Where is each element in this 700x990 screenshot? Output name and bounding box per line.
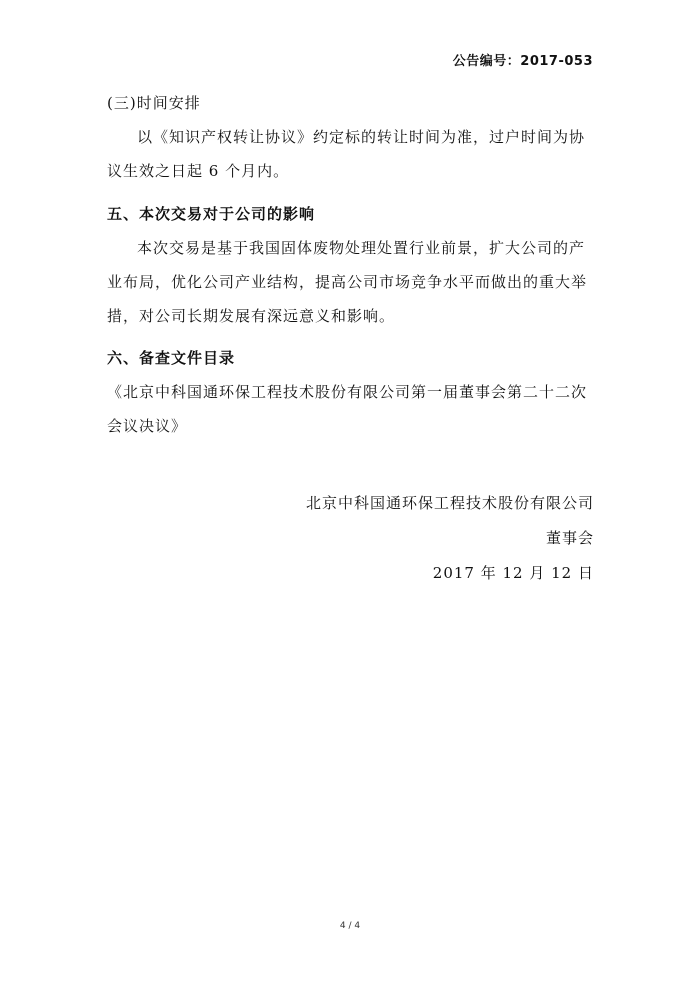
signature-company: 北京中科国通环保工程技术股份有限公司 (305, 494, 594, 512)
section-timing-body: 以《知识产权转让协议》约定标的转让时间为准，过户时间为协议生效之日起 6 个月内。 (107, 128, 586, 180)
section-timing (107, 86, 595, 188)
section-documents-title: 六、备查文件目录 (107, 349, 236, 367)
section-documents (107, 341, 595, 443)
section-timing-title: (三)时间安排 (107, 94, 201, 112)
page-number: 4 / 4 (339, 921, 361, 931)
signature-board: 董事会 (545, 529, 594, 547)
section-impact (107, 197, 595, 333)
section-documents-body: 《北京中科国通环保工程技术股份有限公司第一届董事会第二十二次会议决议》 (107, 383, 588, 435)
signature-date: 2017 年 12 月 12 日 (432, 564, 594, 582)
section-impact-title: 五、本次交易对于公司的影响 (107, 205, 316, 223)
section-impact-body: 本次交易是基于我国固体废物处理处置行业前景，扩大公司的产业布局，优化公司产业结构，提高公司市场竞争水平而做出的重大举措，对公司长期发展有深远意义和影响。 (107, 239, 588, 325)
notice-number: 公告编号：2017-053 (452, 54, 593, 69)
signature-block (306, 486, 594, 591)
